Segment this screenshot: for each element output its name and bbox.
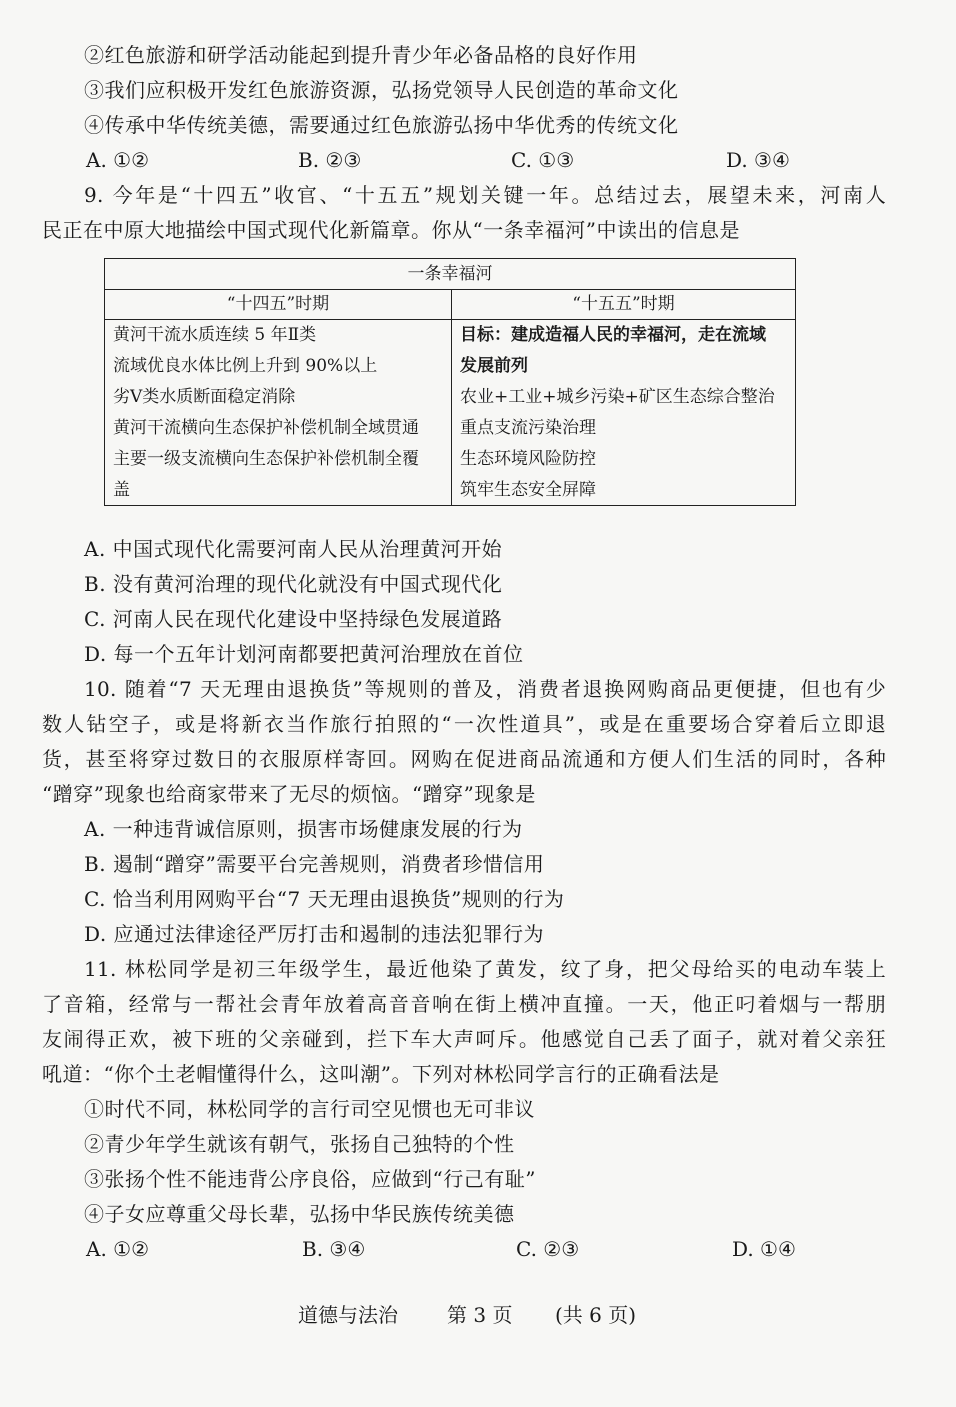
happiness-river-table xyxy=(104,258,796,506)
q9-stem-line-2: 民正在中原大地描绘中国式现代化新篇章。你从“一条幸福河”中读出的信息是 xyxy=(42,218,740,242)
table-cell: 盖 xyxy=(113,480,130,500)
table-title: 一条幸福河 xyxy=(105,259,795,290)
table-cell: 流域优良水体比例上升到 90%以上 xyxy=(113,356,378,376)
q11-item-1: ①时代不同，林松同学的言行司空见惯也无可非议 xyxy=(84,1097,535,1121)
q11-stem-line-1: 11. 林松同学是初三年级学生，最近他染了黄发，纹了身，把父母给买的电动车装上 xyxy=(84,957,886,981)
q10-stem-line-1: 10. 随着“7 天无理由退换货”等规则的普及，消费者退换网购商品更便捷，但也有少 xyxy=(84,677,886,701)
q10-stem-line-2: 数人钻空子，或是将新衣当作旅行拍照的“一次性道具”，或是在重要场合穿着后立即退 xyxy=(42,712,886,736)
footer-subject: 道德与法治 xyxy=(298,1303,398,1327)
table-cell: 黄河干流横向生态保护补偿机制全域贯通 xyxy=(113,418,419,438)
table-cell: 筑牢生态安全屏障 xyxy=(460,480,596,500)
q8-option-d[interactable]: D. ③④ xyxy=(726,148,790,172)
q8-option-c[interactable]: C. ①③ xyxy=(511,148,575,172)
q8-item-2: ②红色旅游和研学活动能起到提升青少年必备品格的良好作用 xyxy=(84,43,638,67)
table-cell: 农业+工业+城乡污染+矿区生态综合整治 xyxy=(460,387,775,407)
table-cell: 黄河干流水质连续 5 年Ⅱ类 xyxy=(113,325,317,345)
table-column-14th xyxy=(105,320,452,505)
q8-option-a[interactable]: A. ①② xyxy=(86,148,150,172)
q11-option-d[interactable]: D. ①④ xyxy=(732,1237,796,1261)
q9-stem-line-1: 9. 今年是“十四五”收官、“十五五”规划关键一年。总结过去，展望未来，河南人 xyxy=(84,183,886,207)
table-cell: 发展前列 xyxy=(460,356,528,376)
table-cell: 生态环境风险防控 xyxy=(460,449,596,469)
table-header-14th: “十四五”时期 xyxy=(105,289,452,320)
q11-stem-line-4: 吼道：“你个土老帽懂得什么，这叫潮”。下列对林松同学言行的正确看法是 xyxy=(42,1062,720,1086)
q9-option-c[interactable]: C. 河南人民在现代化建设中坚持绿色发展道路 xyxy=(84,607,503,631)
q9-option-a[interactable]: A. 中国式现代化需要河南人民从治理黄河开始 xyxy=(84,537,503,561)
table-cell: 劣Ⅴ类水质断面稳定消除 xyxy=(113,387,296,407)
q11-option-b[interactable]: B. ③④ xyxy=(302,1237,366,1261)
q8-option-b[interactable]: B. ②③ xyxy=(298,148,362,172)
q10-option-a[interactable]: A. 一种违背诚信原则，损害市场健康发展的行为 xyxy=(84,817,523,841)
q10-option-c[interactable]: C. 恰当利用网购平台“7 天无理由退换货”规则的行为 xyxy=(84,887,565,911)
q9-option-d[interactable]: D. 每一个五年计划河南都要把黄河治理放在首位 xyxy=(84,642,524,666)
q9-option-b[interactable]: B. 没有黄河治理的现代化就没有中国式现代化 xyxy=(84,572,503,596)
footer-page-number: 第 3 页 xyxy=(447,1303,513,1327)
table-cell: 目标：建成造福人民的幸福河，走在流域 xyxy=(460,325,766,345)
q8-item-4: ④传承中华传统美德，需要通过红色旅游弘扬中华优秀的传统文化 xyxy=(84,113,679,137)
q11-stem-line-3: 友闹得正欢，被下班的父亲碰到，拦下车大声呵斥。他感觉自己丢了面子，就对着父亲狂 xyxy=(42,1027,886,1051)
q10-stem-line-3: 货，甚至将穿过数日的衣服原样寄回。网购在促进商品流通和方便人们生活的同时，各种 xyxy=(42,747,886,771)
q11-option-c[interactable]: C. ②③ xyxy=(516,1237,580,1261)
footer-total-pages: (共 6 页) xyxy=(555,1303,637,1327)
table-header-15th: “十五五”时期 xyxy=(452,289,795,320)
q11-item-4: ④子女应尊重父母长辈，弘扬中华民族传统美德 xyxy=(84,1202,515,1226)
table-cell: 重点支流污染治理 xyxy=(460,418,596,438)
q11-item-3: ③张扬个性不能违背公序良俗，应做到“行己有耻” xyxy=(84,1167,536,1191)
table-column-15th xyxy=(452,320,795,505)
q10-option-d[interactable]: D. 应通过法律途径严厉打击和遏制的违法犯罪行为 xyxy=(84,922,545,946)
table-cell: 主要一级支流横向生态保护补偿机制全覆 xyxy=(113,449,419,469)
q10-option-b[interactable]: B. 遏制“蹭穿”需要平台完善规则，消费者珍惜信用 xyxy=(84,852,545,876)
q10-stem-line-4: “蹭穿”现象也给商家带来了无尽的烦恼。“蹭穿”现象是 xyxy=(42,782,536,806)
q11-item-2: ②青少年学生就该有朝气，张扬自己独特的个性 xyxy=(84,1132,515,1156)
q11-stem-line-2: 了音箱，经常与一帮社会青年放着高音音响在街上横冲直撞。一天，他正叼着烟与一帮朋 xyxy=(42,992,886,1016)
q8-item-3: ③我们应积极开发红色旅游资源，弘扬党领导人民创造的革命文化 xyxy=(84,78,679,102)
q11-option-a[interactable]: A. ①② xyxy=(86,1237,150,1261)
